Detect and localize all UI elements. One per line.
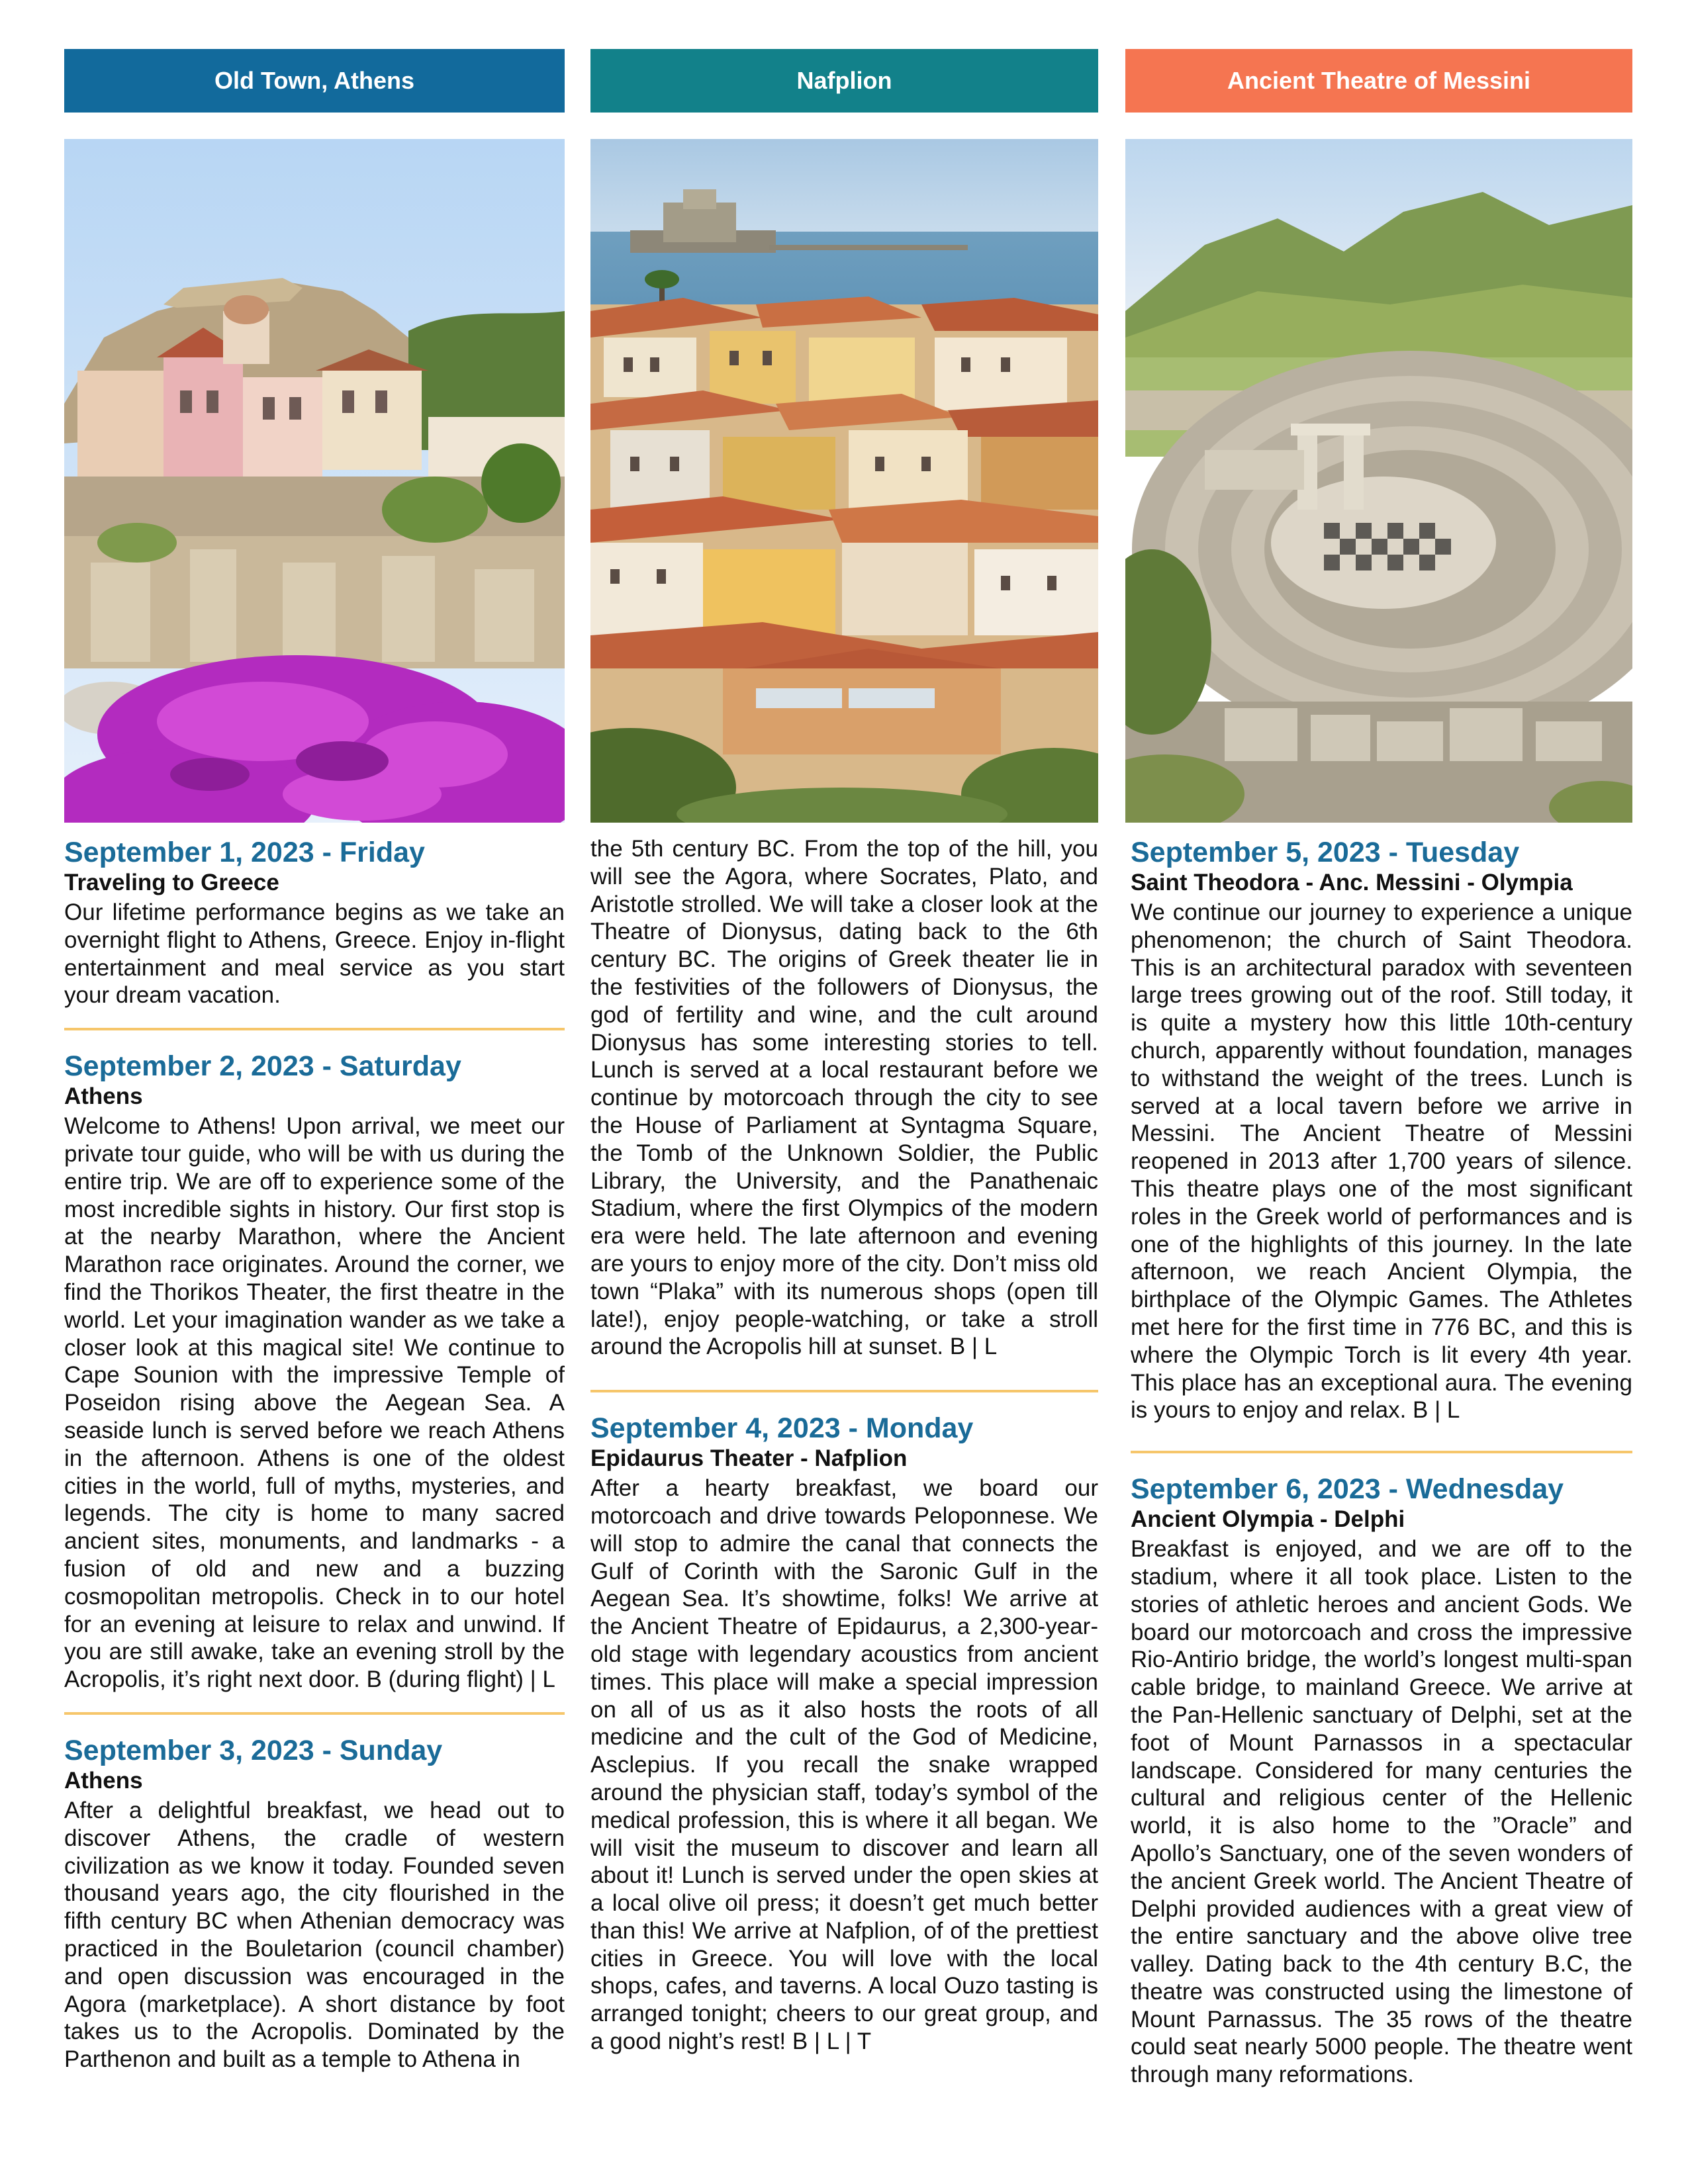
photo-nafplion bbox=[590, 139, 1098, 823]
section-divider bbox=[590, 1390, 1098, 1392]
day-entry bbox=[64, 835, 565, 1009]
section-divider bbox=[64, 1028, 565, 1030]
day-entry bbox=[1131, 835, 1632, 1424]
day-entry bbox=[590, 1411, 1098, 2056]
day-title: September 1, 2023 - Friday bbox=[64, 837, 425, 868]
section-divider bbox=[64, 1712, 565, 1715]
itinerary-column-2 bbox=[590, 835, 1098, 2056]
day-title: September 5, 2023 - Tuesday bbox=[1131, 837, 1520, 868]
day-description: We continue our journey to experience a unique phenomenon; the church of Saint Theodora. This is an architectural paradox with seventeen large trees growing out of the roof. Still today, it is quite a mystery how this little 10th-century church, apparently without foundation, manages to withstand the weight of the trees. Lunch is served at a local tavern before we arrive in Messini. The Ancient Theatre of Messini reopened in 2013 after 1,700 years of silence. This theatre plays one of the most significant roles in the Greek world of performances and is one of the highlights of this journey. In the late afternoon, we reach Ancient Olympia, the birthplace of the Olympic Games. The Athletes met here for the first time in 776 BC, and this is where the Olympic Torch is lit every 4th year. This place has an exceptional aura. The evening is yours to enjoy and relax. B | L bbox=[1131, 899, 1632, 1424]
day-description: Breakfast is enjoyed, and we are off to the stadium, where it all took place. Listen to the stories of athletic heroes and ancient Gods. We board our motorcoach and cross the impressive Rio-Antirio bridge, the world’s longest multi-span cable bridge, to mainland Greece. We arrive at the Pan-Hellenic sanctuary of Delphi, set at the foot of Mount Parnassos in a spectacular landscape. Considered for many centuries the cultural and religious center of the Hellenic world, it is also home to the ”Oracle” and Apollo’s Sanctuary, one of the seven wonders of the ancient Greek world. The Ancient Theatre of Delphi provided audiences with a great view of the entire sanctuary and the above olive tree valley. Dating back to the 4th century B.C, the theatre was constructed using the limestone of Mount Parnassus. The 35 rows of the theatre could seat nearly 5000 people. The theatre went through many reformations. bbox=[1131, 1536, 1632, 2088]
day-title: September 2, 2023 - Saturday bbox=[64, 1050, 461, 1083]
photo-old-town-athens bbox=[64, 139, 565, 823]
section-divider bbox=[1131, 1451, 1632, 1453]
day-subtitle: Ancient Olympia - Delphi bbox=[1131, 1506, 1405, 1533]
banner-old-town-athens: Old Town, Athens bbox=[64, 49, 565, 113]
banner-nafplion: Nafplion bbox=[590, 49, 1098, 113]
itinerary-column-1 bbox=[64, 835, 565, 2073]
banner-ancient-theatre-messini: Ancient Theatre of Messini bbox=[1125, 49, 1632, 113]
day-title: September 6, 2023 - Wednesday bbox=[1131, 1473, 1564, 1506]
day-entry bbox=[64, 1049, 565, 1694]
day-entry bbox=[64, 1733, 565, 2073]
day-entry bbox=[1131, 1472, 1632, 2089]
day-description: After a hearty breakfast, we board our motorcoach and drive towards Peloponnese. We will stop to admire the canal that connects the Gulf of Corinth with the Saronic Gulf in the Aegean Sea. It’s showtime, folks! We arrive at the Ancient Theatre of Epidaurus, a 2,300-year-old stage with legendary acoustics from ancient times. This place will make a special impression on all of us as it also hosts the roots of all medicine and the cult of the God of Medicine, Asclepius. If you recall the snake wrapped around the physician staff, today’s symbol of the medical profession, this is where it all began. We will visit the museum to discover and learn all about it! Lunch is served under the open skies at a local olive oil press; it doesn’t get much better than this! We arrive at Nafplion, of of the prettiest cities in Greece. You will love with the local shops, cafes, and taverns. A local Ouzo tasting is arranged tonight; cheers to our great group, and a good night’s rest! B | L | T bbox=[590, 1475, 1098, 2055]
day-description: Welcome to Athens! Upon arrival, we meet our private tour guide, who will be with us during the entire trip. We are off to experience some of the most incredible sights in history. Our first stop is at the nearby Marathon, where the Ancient Marathon race originates. Around the corner, we find the Thorikos Theater, the first theatre in the world. Let your imagination wander as we take a closer look at this magical site! We continue to Cape Sounion with the impressive Temple of Poseidon rising above the Aegean Sea. A seaside lunch is served before we reach Athens in the afternoon. Athens is one of the oldest cities in the world, full of myths, mysteries, and legends. The city is home to many sacred ancient sites, monuments, and landmarks - a fusion of old and new and a buzzing cosmopolitan metropolis. Check in to our hotel for an evening at leisure to relax and unwind. If you are still awake, take an evening stroll by the Acropolis, it’s right next door. B (during flight) | L bbox=[64, 1113, 565, 1693]
day-subtitle: Saint Theodora - Anc. Messini - Olympia bbox=[1131, 870, 1573, 895]
day-subtitle: Athens bbox=[64, 1767, 143, 1794]
day-subtitle: Traveling to Greece bbox=[64, 870, 279, 895]
day-subtitle: Athens bbox=[64, 1083, 143, 1110]
day-description: Our lifetime performance begins as we take an overnight flight to Athens, Greece. Enjoy in-flight entertainment and meal service as you start your dream vacation. bbox=[64, 899, 565, 1009]
photo-ancient-theatre-messini bbox=[1125, 139, 1632, 823]
day-title: September 4, 2023 - Monday bbox=[590, 1412, 974, 1445]
day-description: After a delightful breakfast, we head out to discover Athens, the cradle of western civilization as we know it today. Founded seven thousand years ago, the city flourished in the fifth century BC when Athenian democracy was practiced in the Bouletarion (council chamber) and open discussion was encouraged in the Agora (marketplace). A short distance by foot takes us to the Acropolis. Dominated by the Parthenon and built as a temple to Athena in bbox=[64, 1797, 565, 2073]
day-subtitle: Epidaurus Theater - Nafplion bbox=[590, 1445, 908, 1472]
itinerary-column-3 bbox=[1131, 835, 1632, 2089]
day-title: September 3, 2023 - Sunday bbox=[64, 1734, 443, 1766]
day-description-continued: the 5th century BC. From the top of the hill, you will see the Agora, where Socrates, Plato, and Aristotle strolled. We will take a closer look at the Theatre of Dionysus, dating back to the 6th century BC. The origins of Greek theater lie in the festivities of the followers of Dionysus, the god of fertility and wine, and the cult around Dionysus has some interesting stories to tell. Lunch is served at a local restaurant before we continue by motorcoach through the city to see the House of Parliament at Syntagma Square, the Tomb of the Unknown Soldier, the Public Library, the University, and the Panathenaic Stadium, where the first Olympics of the modern era were held. The late afternoon and evening are yours to enjoy more of the city. Don’t miss old town “Plaka” with its numerous shops (open till late!), enjoy people-watching, or take a stroll around the Acropolis hill at sunset. B | L bbox=[590, 836, 1098, 1360]
